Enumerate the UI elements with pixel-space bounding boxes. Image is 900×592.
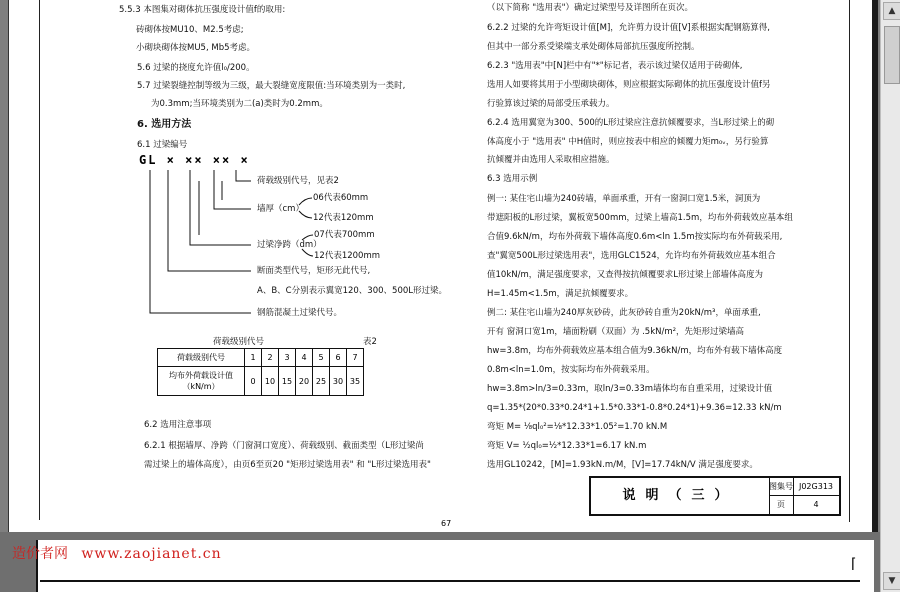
annot-wall-opt2: 12代表120mm <box>313 213 374 223</box>
annot-span: 过梁净跨（dm） <box>257 240 322 250</box>
r-line-8: 抗倾覆并由选用人采取相应措施。 <box>487 155 615 165</box>
r-line-20: hw=3.8m>ln/3=0.33m，取ln/3=0.33m墙体均布自重采用，过梁设计值 <box>487 384 773 394</box>
watermark-cn: 造价者网 <box>12 546 68 562</box>
clause-553-b: 小砌块砌体按MU5, Mb5考虑。 <box>136 43 256 53</box>
load-level-table <box>157 348 364 396</box>
r-line-18: hw=3.8m，均布外荷载效应基本组合值为9.36kN/m，均布外有载下墙体高度 <box>487 346 783 356</box>
beam-code: GL × ×× ×× × <box>139 153 250 167</box>
level-cell: 2 <box>262 349 279 367</box>
table-header-load <box>158 367 245 396</box>
load-head-text: 均布外荷载设计值 <box>169 371 233 380</box>
load-head-unit: （kN/m） <box>182 382 220 391</box>
load-cell: 0 <box>245 367 262 396</box>
load-cell: 15 <box>279 367 296 396</box>
next-page-corner-mark: ⌈ <box>851 556 857 572</box>
r-line-5: 行验算该过梁的局部受压承载力。 <box>487 99 615 109</box>
clause-621-b: 需过梁上的墙体高度），由页6至页20 "矩形过梁选用表" 和 "L形过梁选用表" <box>144 460 431 470</box>
table-row <box>158 349 364 367</box>
atlas-number: J02G313 <box>793 478 839 496</box>
page-number-cell: 4 <box>813 500 819 509</box>
table-caption: 荷载级别代号 <box>213 337 265 347</box>
r-line-6: 6.2.4 选用翼宽为300、500的L形过梁应注意抗倾覆要求，当L形过梁上的砌 <box>487 118 775 128</box>
annot-wall-opt1: 06代表60mm <box>313 193 369 203</box>
level-cell: 4 <box>296 349 313 367</box>
r-line-13: 查"翼宽500L形过梁选用表"，选用GLC1524，允许均布外荷载效应基本组合 <box>487 251 776 261</box>
annot-section-type-b: A、B、C分别表示翼宽120、300、500L形过梁。 <box>257 286 447 296</box>
r-line-14: 值10kN/m，满足强度要求，又查得按抗倾覆要求L形过梁上部墙体高度为 <box>487 270 763 280</box>
r-line-0: （以下简称 "选用表"）确定过梁型号及详图所在页次。 <box>487 3 694 13</box>
annot-load-level: 荷载级别代号，见表2 <box>257 176 339 186</box>
scrollbar-thumb[interactable] <box>884 26 900 84</box>
table-header-level: 荷载级别代号 <box>158 349 245 367</box>
atlas-label: 图集号 <box>769 478 794 496</box>
title-block-title: 说明（三） <box>591 478 770 514</box>
level-cell: 7 <box>347 349 364 367</box>
r-line-21: q=1.35*(20*0.33*0.24*1+1.5*0.33*1-0.8*0.24*1)+9.36=12.33 kN/m <box>487 403 782 413</box>
clause-553: 5.5.3 本图集对砌体抗压强度设计值f的取用: <box>119 5 286 15</box>
watermark <box>12 543 222 563</box>
clause-61: 6.1 过梁编号 <box>137 140 188 150</box>
level-cell: 1 <box>245 349 262 367</box>
clause-57-b: 为0.3mm;当环境类别为二(a)类时为0.2mm。 <box>151 99 328 109</box>
scroll-down-arrow-icon[interactable]: ▼ <box>883 572 900 590</box>
r-line-23: 弯矩 V= ½ql₀=½*12.33*1=6.17 kN.m <box>487 441 647 451</box>
page-shadow <box>872 0 878 532</box>
level-cell: 5 <box>313 349 330 367</box>
r-line-22: 弯矩 M= ⅛ql₀²=⅛*12.33*1.05²=1.70 kN.M <box>487 422 668 432</box>
r-line-16: 例二: 某住宅山墙为240厚灰砂砖，此灰砂砖自重为20kN/m³，单面承重, <box>487 308 761 318</box>
watermark-url: www.zaojianet.cn <box>81 546 222 562</box>
r-line-11: 带遮阳板的L形过梁，翼板宽500mm，过梁上墙高1.5m，均布外荷载效应基本组 <box>487 213 793 223</box>
r-line-1: 6.2.2 过梁的允许弯矩设计值[M]，允许剪力设计值[V]系根据实配钢筋算得, <box>487 23 770 33</box>
r-line-10: 例一: 某住宅山墙为240砖墙，单面承重，开有一窗洞口宽1.5米，洞顶为 <box>487 194 761 204</box>
vertical-scrollbar[interactable] <box>880 0 900 592</box>
r-line-4: 选用人如要将其用于小型砌块砌体，则应根据实际砌体的抗压强度设计值f另 <box>487 80 771 90</box>
r-line-17: 开有 窗洞口宽1m，墙面粉刷（双面）为 .5kN/m²，先矩形过梁墙高 <box>487 327 745 337</box>
load-cell: 30 <box>330 367 347 396</box>
clause-62: 6.2 选用注意事项 <box>144 420 212 430</box>
r-line-3: 6.2.3 "选用表"中[N]栏中有"*"标记者，表示该过梁仅适用于砖砌体, <box>487 61 743 71</box>
scroll-up-arrow-icon[interactable]: ▲ <box>883 2 900 20</box>
load-cell: 35 <box>347 367 364 396</box>
r-line-2: 但其中一部分系受梁端支承处砌体局部抗压强度所控制。 <box>487 42 700 52</box>
r-line-9: 6.3 选用示例 <box>487 174 538 184</box>
load-cell: 25 <box>313 367 330 396</box>
level-cell: 6 <box>330 349 347 367</box>
table-row <box>158 367 364 396</box>
document-page <box>8 0 873 532</box>
clause-56: 5.6 过梁的挠度允许值l₀/200。 <box>137 63 255 73</box>
page-number: 67 <box>441 519 452 528</box>
r-line-7: 体高度小于 "选用表" 中H值时，则应按表中相应的倾覆力矩m₀ᵥ，另行验算 <box>487 137 769 147</box>
r-line-15: H=1.45m<1.5m，满足抗倾覆要求。 <box>487 289 634 299</box>
load-cell: 20 <box>296 367 313 396</box>
annot-rc-beam: 钢筋混凝土过梁代号。 <box>257 308 343 318</box>
level-cell: 3 <box>279 349 296 367</box>
annot-section-type: 断面类型代号，矩形无此代号, <box>257 266 371 276</box>
clause-553-a: 砖砌体按MU10、M2.5考虑; <box>136 25 244 35</box>
page-label: 页 <box>769 496 794 514</box>
r-line-19: 0.8m<ln=1.0m，按实际均布外荷载采用。 <box>487 365 655 375</box>
r-line-24: 选用GL10242，[M]=1.93kN.m/M，[V]=17.74kN/V 满足强度要求。 <box>487 460 758 470</box>
load-cell: 10 <box>262 367 279 396</box>
clause-57: 5.7 过梁裂缝控制等级为三级，最大裂缝宽度限值:当环境类别为一类时, <box>137 81 406 91</box>
annot-wall-thickness: 墙厚（cm） <box>257 204 304 214</box>
title-block <box>589 476 841 516</box>
clause-621: 6.2.1 根据墙厚、净跨（门窗洞口宽度）、荷载级别、截面类型（L形过梁尚 <box>144 441 424 451</box>
section-6-heading: 6. 选用方法 <box>137 119 192 130</box>
annot-span-opt1: 07代表700mm <box>314 230 375 240</box>
next-page-frame-line <box>40 580 860 582</box>
annot-span-opt2: 12代表1200mm <box>314 251 381 261</box>
r-line-12: 合值9.6kN/m，均布外荷载下墙体高度0.6m<ln 1.5m按实际均布外荷载采用, <box>487 232 783 242</box>
table-number: 表2 <box>363 337 377 347</box>
